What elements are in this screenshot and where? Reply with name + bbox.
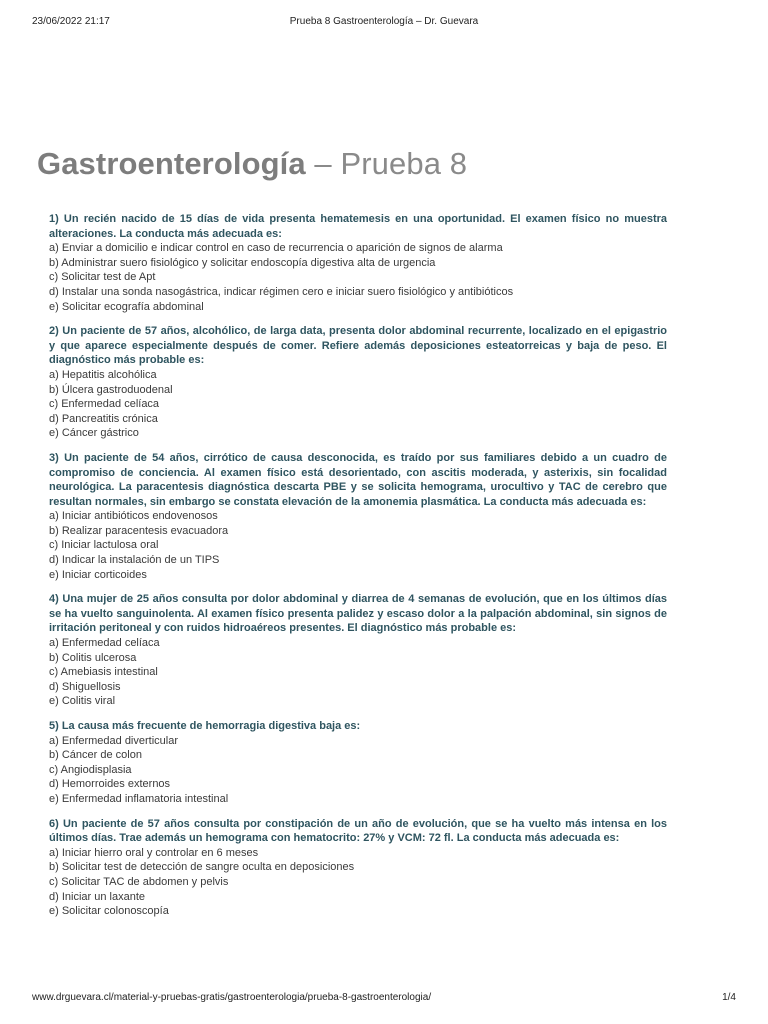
answer-option: b) Cáncer de colon	[49, 749, 142, 762]
page-title-test-name: Prueba 8	[340, 146, 468, 181]
answer-option: a) Hepatitis alcohólica	[49, 368, 157, 381]
print-document-title: Prueba 8 Gastroenterología – Dr. Guevara	[289, 16, 479, 27]
answer-option: e) Solicitar ecografía abdominal	[49, 300, 204, 313]
answer-option: a) Enfermedad celíaca	[49, 637, 160, 650]
answer-option: c) Iniciar lactulosa oral	[49, 539, 159, 552]
answer-options	[49, 241, 667, 314]
question-2	[49, 324, 667, 441]
answer-option: a) Enfermedad diverticular	[49, 734, 179, 747]
answer-option: e) Solicitar colonoscopía	[49, 905, 169, 918]
print-date: 23/06/2022 21:17	[32, 16, 110, 27]
answer-options	[49, 846, 667, 919]
answer-option: e) Cáncer gástrico	[49, 427, 139, 440]
answer-option: d) Iniciar un laxante	[49, 890, 145, 903]
question-3	[49, 451, 667, 582]
question-list	[49, 212, 667, 929]
answer-option: c) Solicitar TAC de abdomen y pelvis	[49, 875, 229, 888]
answer-option: e) Enfermedad inflamatoria intestinal	[49, 792, 229, 805]
answer-option: b) Colitis ulcerosa	[49, 651, 137, 664]
print-header	[32, 16, 736, 32]
question-text: 5) La causa más frecuente de hemorragia digestiva baja es:	[49, 720, 361, 732]
question-text: 2) Un paciente de 57 años, alcohólico, de larga data, presenta dolor abdominal recurrente, localizado en el epigastrio y que aparece especialmente después de comer. Refiere además deposiciones esteatorreicas y baja de peso. El diagnóstico más probable es:	[49, 325, 667, 367]
answer-option: b) Realizar paracentesis evacuadora	[49, 524, 229, 537]
answer-option: c) Enfermedad celíaca	[49, 398, 160, 411]
answer-option: e) Iniciar corticoides	[49, 568, 147, 581]
answer-options	[49, 509, 667, 582]
answer-options	[49, 636, 667, 709]
answer-options	[49, 734, 667, 807]
answer-options	[49, 368, 667, 441]
question-text: 6) Un paciente de 57 años consulta por constipación de un año de evolución, que se ha vuelto más intensa en los últimos días. Trae además un hemograma con hematocrito: 27% y VCM: 72 fl. La conducta más adecuada es:	[49, 817, 667, 845]
page-url: www.drguevara.cl/material-y-pruebas-gratis/gastroenterologia/prueba-8-gastroenterologia/	[32, 992, 432, 1003]
question-5	[49, 719, 667, 807]
question-1	[49, 212, 667, 314]
answer-option: a) Iniciar hierro oral y controlar en 6 meses	[49, 846, 259, 859]
page-title-separator: –	[305, 146, 341, 181]
answer-option: b) Solicitar test de detección de sangre oculta en deposiciones	[49, 861, 355, 874]
question-text: 1) Un recién nacido de 15 días de vida presenta hematemesis en una oportunidad. El examen físico no muestra alteraciones. La conducta más adecuada es:	[49, 213, 667, 240]
page-title	[37, 146, 467, 182]
question-4	[49, 592, 667, 709]
answer-option: c) Angiodisplasia	[49, 763, 132, 776]
answer-option: d) Hemorroides externos	[49, 778, 171, 791]
page-number: 1/4	[722, 992, 736, 1003]
answer-option: d) Instalar una sonda nasogástrica, indicar régimen cero e iniciar suero fisiológico y antibióticos	[49, 285, 514, 298]
answer-option: c) Amebiasis intestinal	[49, 666, 158, 679]
answer-option: c) Solicitar test de Apt	[49, 271, 156, 284]
answer-option: b) Administrar suero fisiológico y solicitar endoscopía digestiva alta de urgencia	[49, 256, 436, 269]
answer-option: a) Enviar a domicilio e indicar control en caso de recurrencia o aparición de signos de alarma	[49, 242, 503, 255]
page-title-subject: Gastroenterología	[37, 146, 306, 181]
answer-option: a) Iniciar antibióticos endovenosos	[49, 510, 218, 523]
question-text: 4) Una mujer de 25 años consulta por dolor abdominal y diarrea de 4 semanas de evolución, que en los últimos días se ha vuelto sanguinolenta. Al examen físico presenta palidez y escaso dolor a la palpación abdominal, sin signos de irritación peritoneal y con ruidos hidroaéreos presentes. El diagnóstico más probable es:	[49, 593, 667, 635]
question-text: 3) Un paciente de 54 años, cirrótico de causa desconocida, es traído por sus familiares debido a un cuadro de compromiso de conciencia. Al examen físico está desorientado, con ascitis moderada, y asterixis, sin focalidad neurológica. La paracentesis diagnóstica descarta PBE y se solicita hemograma, urocultivo y TAC de cerebro que resultan normales, sin embargo se constata elevación de la amonemia plasmática. La conducta más adecuada es:	[49, 451, 667, 508]
answer-option: b) Úlcera gastroduodenal	[49, 383, 173, 396]
question-6	[49, 817, 667, 919]
print-footer	[32, 992, 736, 1006]
answer-option: e) Colitis viral	[49, 695, 116, 708]
answer-option: d) Pancreatitis crónica	[49, 412, 158, 425]
answer-option: d) Indicar la instalación de un TIPS	[49, 554, 220, 567]
answer-option: d) Shiguellosis	[49, 680, 121, 693]
